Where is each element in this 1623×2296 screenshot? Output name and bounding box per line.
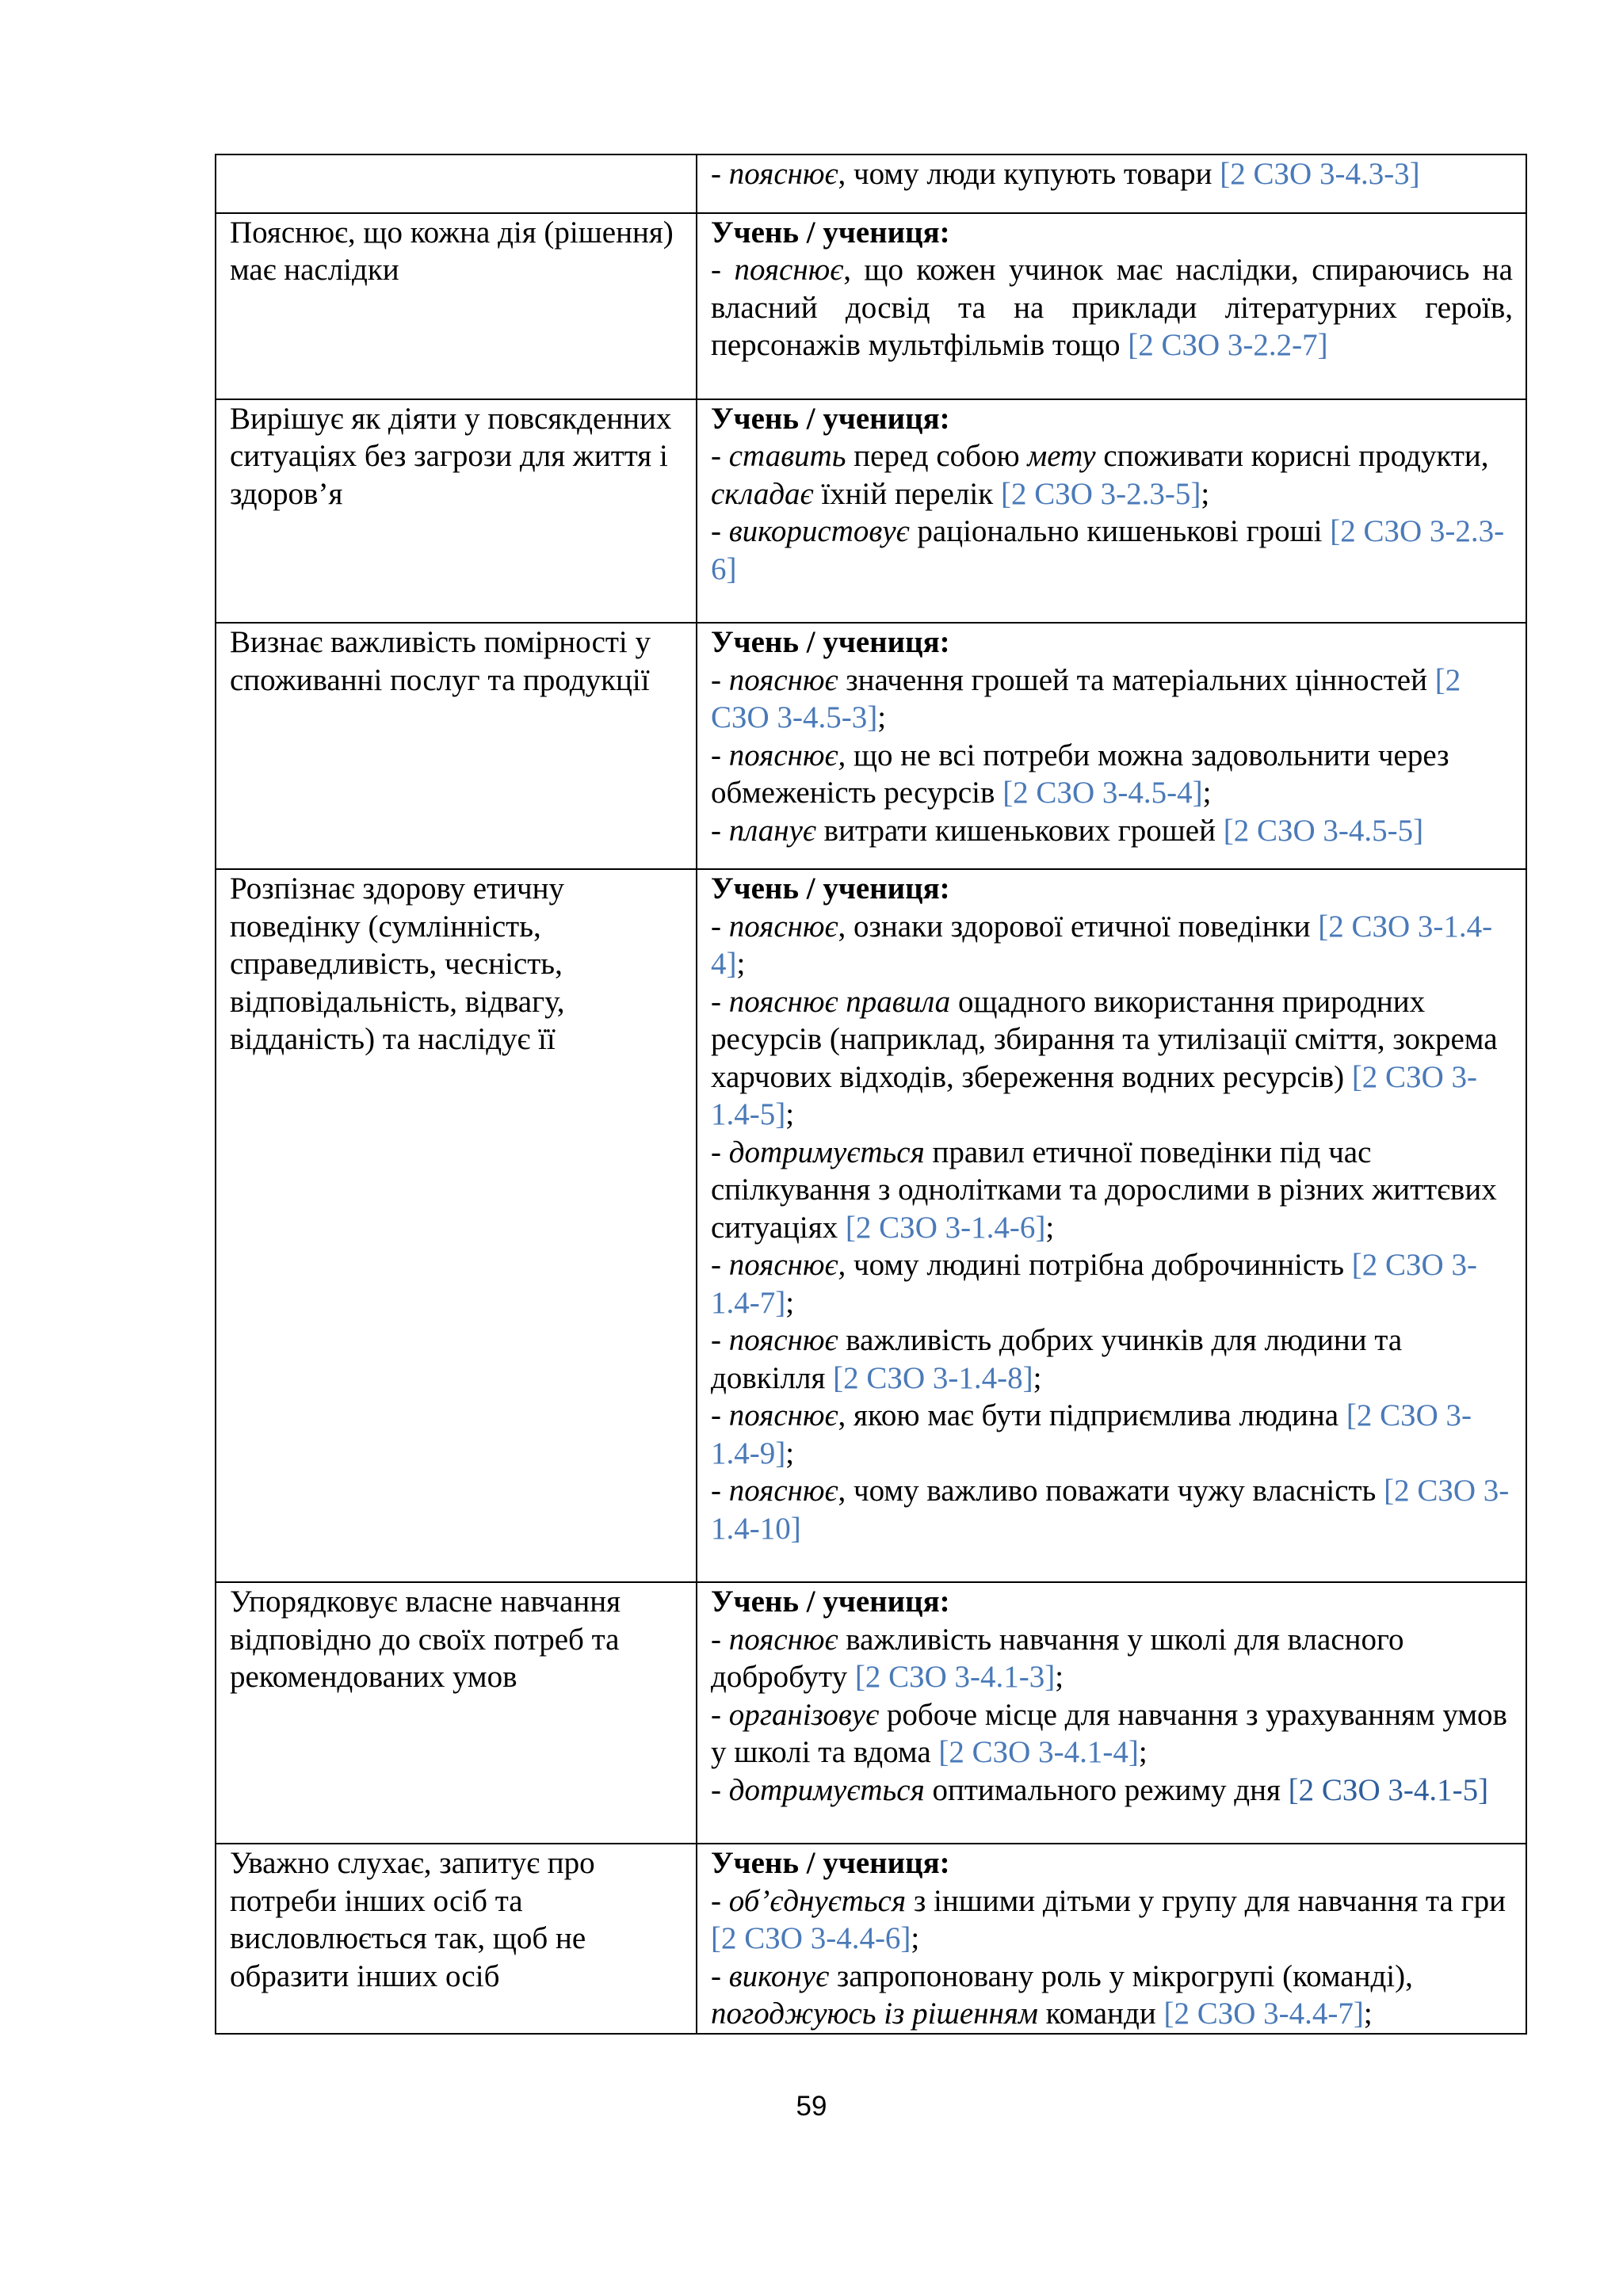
action-verb: пояснює [728,909,838,944]
standard-reference: [2 СЗО 3-4.5-4] [1002,776,1203,810]
action-verb: пояснює правила [728,984,951,1019]
outcomes-table-body [216,154,1526,2034]
text-segment: - [711,1697,729,1732]
text-segment: - [711,1398,729,1432]
text-segment: - [711,813,729,848]
outcome-line [711,1696,1513,1772]
action-verb: пояснює [728,157,838,191]
details-cell [697,1844,1526,2034]
outcome-line [711,1246,1513,1322]
details-cell [697,154,1526,213]
standard-reference: [2 СЗО 3-1.4-10] [711,1474,1510,1546]
outcome-line [711,1882,1513,1958]
outcome-line [711,1621,1513,1696]
text-segment: ; [785,1436,795,1470]
student-heading-line [711,870,1513,908]
outcome-line [711,737,1513,812]
standard-reference: [2 СЗО 3-1.4-8] [833,1360,1033,1395]
text-segment: - [711,738,729,772]
criterion-cell [216,154,697,213]
criterion-cell: Упорядковує власне навчання відповідно до своїх потреб та рекомендованих умов [216,1582,697,1844]
text-segment: - [711,439,729,473]
text-segment: , що кожен учинок має наслідки, спираючись на власний досвід та на приклади літературних героїв, персонажів мультфільмів тощо [711,253,1513,362]
criterion-cell: Уважно слухає, запитує про потреби інших осіб та висловлюється так, щоб не образити інших осіб [216,1844,697,2034]
text-segment: витрати кишенькових грошей [815,813,1224,848]
student-heading: Учень / учениця: [711,215,950,250]
text-segment: , чому важливо поважати чужу власність [838,1474,1384,1508]
outcome-line [711,437,1513,513]
student-heading-line [711,400,1513,438]
text-segment: ; [1202,776,1212,810]
text-segment: чому людині потрібна доброчинність [846,1248,1352,1282]
text-segment: - [711,1772,729,1807]
text-segment: важливість навчання у школі для власного добробуту [711,1622,1404,1694]
text-segment: - [711,984,729,1019]
text-segment: робоче місце для навчання з урахуванням умов у школі та вдома [711,1697,1507,1769]
text-segment: - [711,1474,729,1508]
table-row [216,869,1526,1582]
action-verb: дотримується [728,1135,925,1169]
text-segment: - [711,253,735,287]
standard-reference: [2 СЗО 3-4.1-3] [854,1660,1056,1694]
standard-reference: [2 СЗО 3-4.3-3] [1220,157,1420,191]
standard-reference: [2 СЗО 3-1.4-7] [711,1248,1477,1320]
action-verb: пояснює [728,662,838,697]
standard-reference: [2 СЗО 3-2.2-7] [1128,328,1328,362]
text-segment: - [711,909,729,944]
action-verb: використовує [728,514,910,548]
text-segment: - [711,662,729,697]
action-verb: пояснює, [728,1248,846,1282]
action-verb: пояснює [728,1474,838,1508]
table-row [216,154,1526,213]
outcome-line [711,1772,1513,1810]
text-segment: ; [1055,1660,1064,1694]
standard-reference: [2 СЗО 3-1.4-5] [711,1059,1478,1131]
text-segment: ; [1201,476,1210,511]
table-row [216,1844,1526,2034]
student-heading-line [711,214,1513,252]
text-segment: - [711,1958,729,1993]
outcomes-table [215,154,1527,2035]
action-verb: планує [728,813,816,848]
action-verb: об’єднується [728,1883,907,1918]
details-cell [697,623,1526,869]
criterion-cell: Пояснює, що кожна дія (рішення) має наслідки [216,213,697,399]
details-cell [697,1582,1526,1844]
text-segment: , ознаки здорової етичної поведінки [838,909,1319,944]
action-verb: погоджуюсь із рішенням [711,1997,1038,2031]
details-cell [697,869,1526,1582]
text-segment: - [711,157,729,191]
criterion-cell: Вирішує як діяти у повсякденних ситуаціях без загрози для життя і здоров’я [216,399,697,624]
text-segment: - [711,1323,729,1357]
text-segment: споживати корисні продукти, [1095,439,1489,473]
standard-reference: [2 СЗО 3-1.4-9] [711,1398,1472,1470]
student-heading: Учень / учениця: [711,625,950,659]
table-row [216,213,1526,399]
action-verb: пояснює [728,1622,838,1657]
text-segment: ; [1363,1997,1373,2031]
outcome-line [711,1397,1513,1472]
text-segment: ; [736,947,746,981]
text-segment: - [711,1622,729,1657]
text-segment: що не всі потреби можна задовольнити через обмеженість ресурсів [711,738,1449,810]
student-heading: Учень / учениця: [711,401,950,436]
student-heading-line [711,624,1513,662]
table-row [216,623,1526,869]
standard-reference: [2 СЗО 3-4.4-6] [711,1921,911,1955]
text-segment: оптимального режиму дня [924,1772,1289,1807]
text-segment: ; [785,1097,795,1131]
text-segment: з іншими дітьми у групу для навчання та гри [906,1883,1506,1918]
text-segment: ощадного використання природних ресурсів (наприклад, збирання та утилізації сміття, зокрема харчових відходів, збереження водних ресурсів) [711,984,1498,1094]
outcome-line [711,1472,1513,1547]
standard-reference: [2 СЗО 3-4.5-5] [1223,813,1424,848]
outcome-line [711,812,1513,850]
text-segment: запропоновану роль у мікрогрупі (команді), [829,1958,1413,1993]
standard-reference: [2 СЗО 3-1.4-6] [845,1210,1046,1245]
action-verb: дотримується [728,1772,925,1807]
text-segment: - [711,1883,729,1918]
outcome-line [711,662,1513,737]
student-heading: Учень / учениця: [711,871,950,906]
student-heading-line [711,1844,1513,1882]
action-verb: мету [1027,439,1096,473]
student-heading: Учень / учениця: [711,1846,950,1880]
text-segment: їхній перелік [813,476,1001,511]
text-segment: значення грошей та матеріальних цінностей [838,662,1435,697]
outcome-line [711,908,1513,983]
standard-reference: [2 СЗО 3-4.5-3] [711,662,1461,734]
text-segment: ; [1045,1210,1055,1245]
text-segment: ; [1033,1360,1042,1395]
standard-reference: [2 СЗО 3-2.3-5] [1000,476,1201,511]
details-cell [697,399,1526,624]
text-segment: - [711,514,729,548]
outcome-line [711,983,1513,1134]
outcome-line [711,513,1513,588]
text-segment: ; [877,700,887,734]
text-segment: перед собою [846,439,1028,473]
outcome-line [711,251,1513,364]
text-segment: ; [785,1285,795,1320]
student-heading-line [711,1583,1513,1621]
action-verb: складає [711,476,814,511]
page-number: 59 [796,2091,827,2122]
criterion-cell: Розпізнає здорову етичну поведінку (сумлінність, справедливість, чесність, відповідальність, відвагу, відданість) та наслідує її [216,869,697,1582]
table-row [216,1582,1526,1844]
action-verb: пояснює [734,253,844,287]
details-cell [697,213,1526,399]
standard-reference: [2 СЗО 3-4.1-4] [938,1735,1139,1769]
text-segment: команди [1037,1997,1164,2031]
text-segment: - [711,1248,729,1282]
outcome-line [711,1958,1513,2033]
standard-reference: [2 СЗО 3-2.3-6] [711,514,1505,586]
text-segment: , якою має бути підприємлива людина [838,1398,1346,1432]
action-verb: виконує [728,1958,830,1993]
action-verb: пояснює [728,1398,838,1432]
text-segment: , чому люди купують товари [838,157,1220,191]
text-segment: ; [911,1921,920,1955]
text-segment: раціонально кишенькові гроші [909,514,1331,548]
standard-reference: [2 СЗО 3-4.4-7] [1163,1997,1364,2031]
standard-reference: [2 СЗО 3-4.1-5] [1288,1772,1489,1807]
table-row [216,399,1526,624]
criterion-cell: Визнає важливість помірності у споживанні послуг та продукції [216,623,697,869]
action-verb: пояснює, [728,738,846,772]
outcome-line [711,155,1513,193]
action-verb: пояснює [728,1323,838,1357]
text-segment: важливість добрих учинків для людини та довкілля [711,1323,1403,1395]
standard-reference: [2 СЗО 3-1.4-4] [711,909,1493,981]
text-segment: - [711,1135,729,1169]
action-verb: організовує [728,1697,880,1732]
text-segment: ; [1138,1735,1148,1769]
text-segment: правил етичної поведінки під час спілкування з однолітками та дорослими в різних життєвих ситуаціях [711,1135,1497,1245]
outcome-line [711,1134,1513,1247]
outcome-line [711,1322,1513,1397]
action-verb: ставить [728,439,846,473]
student-heading: Учень / учениця: [711,1585,950,1619]
